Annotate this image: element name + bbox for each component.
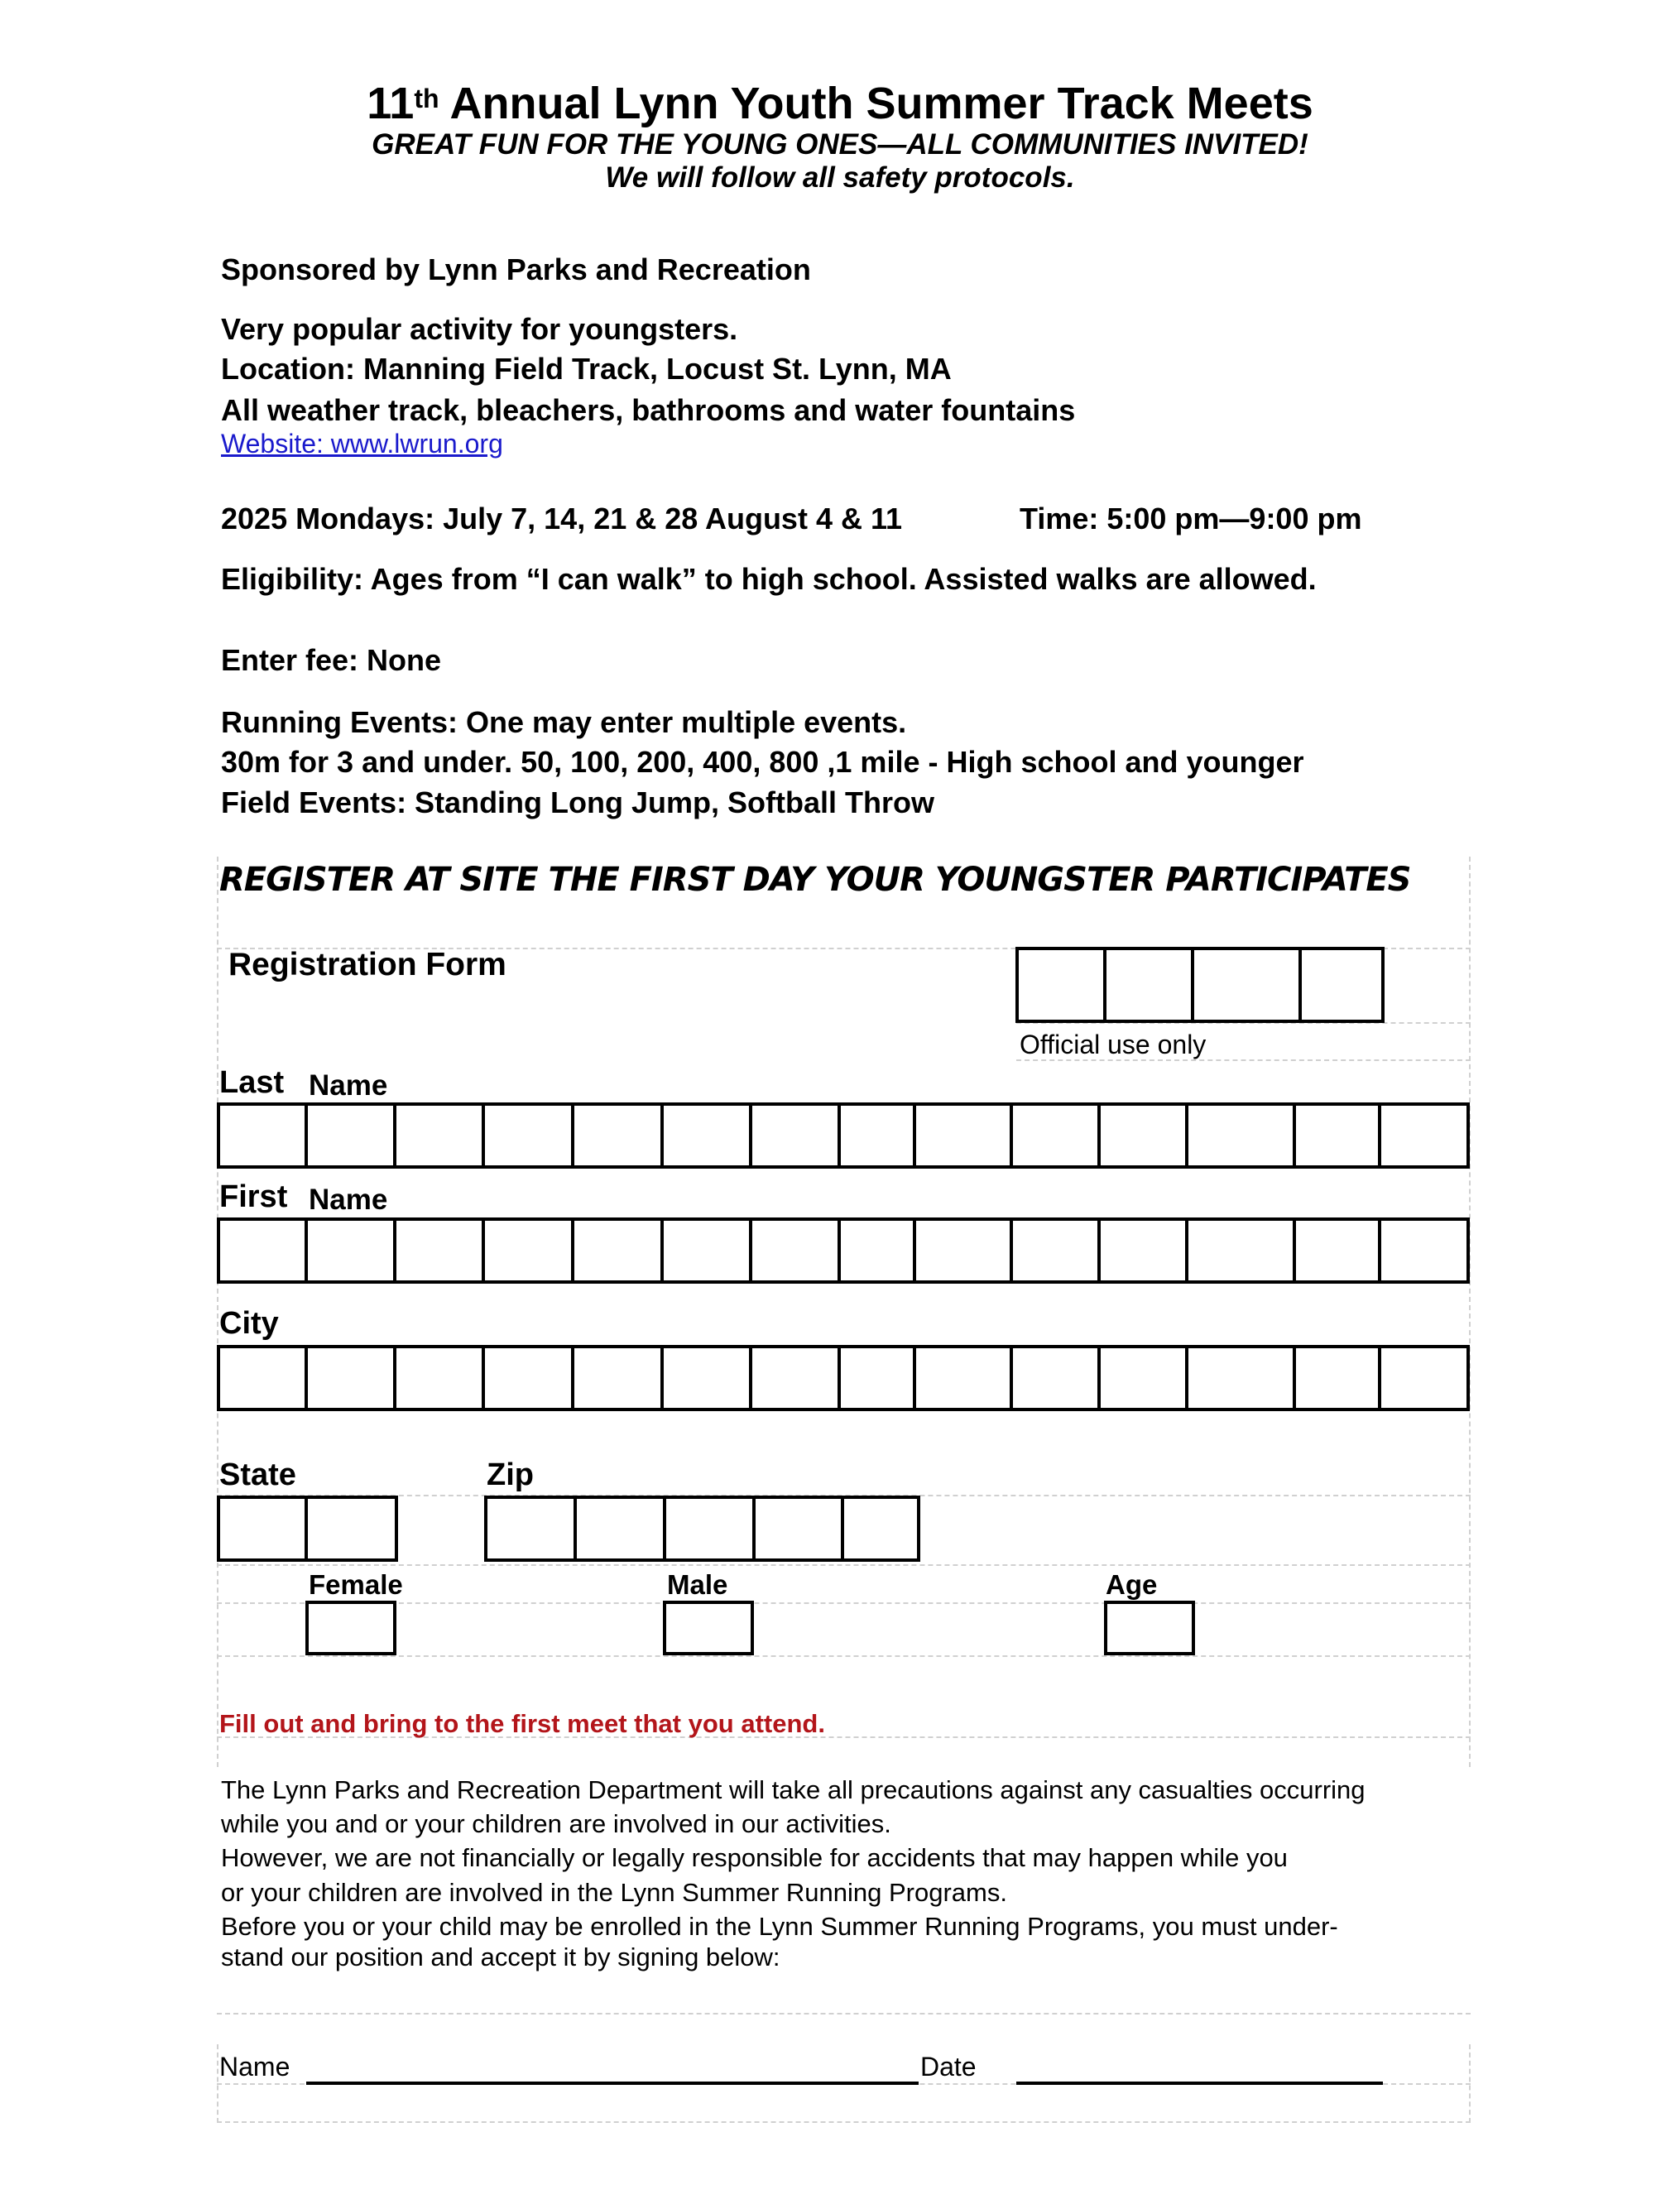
first-name-char-box[interactable] (664, 1221, 753, 1280)
last-name-char-box[interactable] (396, 1106, 485, 1165)
signature-guide (1469, 2044, 1471, 2123)
first-name-char-box[interactable] (1101, 1221, 1188, 1280)
legal-line: Before you or your child may be enrolled in the Lynn Summer Running Programs, you must under- (221, 1912, 1338, 1941)
first-name-char-box[interactable] (1188, 1221, 1296, 1280)
city-char-box[interactable] (1188, 1348, 1296, 1408)
zip-char-box[interactable] (756, 1499, 844, 1558)
subtitle-safety: We will follow all safety protocols. (605, 161, 1075, 194)
last-name-char-box[interactable] (485, 1106, 574, 1165)
field-events-text: Field Events: Standing Long Jump, Softball Throw (221, 785, 934, 819)
official-use-box (1302, 950, 1381, 1020)
zip-field[interactable] (484, 1496, 920, 1562)
last-name-char-box[interactable] (916, 1106, 1014, 1165)
signature-name-line[interactable] (306, 2082, 919, 2085)
first-name-char-box[interactable] (916, 1221, 1014, 1280)
running-events-text: Running Events: One may enter multiple events. (221, 705, 907, 739)
first-name-char-box[interactable] (574, 1221, 664, 1280)
last-name-char-box[interactable] (220, 1106, 308, 1165)
city-char-box[interactable] (1013, 1348, 1101, 1408)
female-checkbox[interactable] (305, 1601, 396, 1655)
city-char-box[interactable] (1101, 1348, 1188, 1408)
zip-label: Zip (487, 1457, 534, 1492)
city-char-box[interactable] (664, 1348, 753, 1408)
last-name-char-box[interactable] (574, 1106, 664, 1165)
city-char-box[interactable] (1381, 1348, 1466, 1408)
city-char-box[interactable] (916, 1348, 1014, 1408)
dates-text: 2025 Mondays: July 7, 14, 21 & 28 August 4 & 11 (221, 502, 903, 535)
state-field[interactable] (217, 1496, 398, 1562)
legal-line: The Lynn Parks and Recreation Department will take all precautions against any casualties occurring (221, 1775, 1366, 1804)
distances-text: 30m for 3 and under. 50, 100, 200, 400, 800 ,1 mile - High school and younger (221, 745, 1304, 779)
last-name-char-box[interactable] (1013, 1106, 1101, 1165)
city-char-box[interactable] (308, 1348, 397, 1408)
form-guide (217, 1564, 1471, 1566)
last-name-char-box[interactable] (1188, 1106, 1296, 1165)
last-name-char-box[interactable] (841, 1106, 916, 1165)
first-name-char-box[interactable] (752, 1221, 841, 1280)
legal-line: stand our position and accept it by signing below: (221, 1942, 780, 1971)
zip-char-box[interactable] (666, 1499, 756, 1558)
first-name-char-box[interactable] (220, 1221, 308, 1280)
eligibility-text: Eligibility: Ages from “I can walk” to high school. Assisted walks are allowed. (221, 562, 1317, 596)
time-text: Time: 5:00 pm—9:00 pm (1020, 502, 1362, 535)
city-char-box[interactable] (485, 1348, 574, 1408)
city-char-box[interactable] (1296, 1348, 1382, 1408)
form-guide (217, 1602, 1471, 1604)
age-field[interactable] (1104, 1601, 1195, 1655)
city-char-box[interactable] (841, 1348, 916, 1408)
zip-char-box[interactable] (487, 1499, 577, 1558)
reminder-text: Fill out and bring to the first meet that you attend. (219, 1709, 825, 1738)
last-name-char-box[interactable] (1296, 1106, 1382, 1165)
official-use-boxes (1015, 947, 1385, 1023)
legal-line: while you and or your children are involved in our activities. (221, 1809, 891, 1838)
popular-text: Very popular activity for youngsters. (221, 312, 738, 346)
first-name-char-box[interactable] (1013, 1221, 1101, 1280)
last-name-char-box[interactable] (664, 1106, 753, 1165)
last-label: Last (219, 1065, 285, 1100)
subtitle-invitation: GREAT FUN FOR THE YOUNG ONES—ALL COMMUNITIES INVITED! (372, 128, 1308, 161)
first-name-char-box[interactable] (1381, 1221, 1466, 1280)
city-field[interactable] (217, 1345, 1470, 1411)
registration-form-title: Registration Form (228, 947, 506, 982)
official-use-box (1019, 950, 1106, 1020)
first-name-char-box[interactable] (308, 1221, 397, 1280)
last-name-field[interactable] (217, 1102, 1470, 1169)
signature-date-line[interactable] (1016, 2082, 1383, 2085)
first-name-char-box[interactable] (1296, 1221, 1382, 1280)
city-char-box[interactable] (220, 1348, 308, 1408)
signature-date-label: Date (920, 2052, 977, 2082)
official-use-box (1106, 950, 1194, 1020)
legal-line: However, we are not financially or legally responsible for accidents that may happen while you (221, 1843, 1288, 1872)
form-guide (217, 1655, 1471, 1657)
signature-guide (217, 2121, 1471, 2123)
first-name-label: Name (309, 1184, 388, 1216)
website-link[interactable]: Website: www.lwrun.org (221, 429, 503, 459)
first-name-char-box[interactable] (485, 1221, 574, 1280)
signature-guide (217, 2013, 1471, 2015)
city-char-box[interactable] (574, 1348, 664, 1408)
first-name-field[interactable] (217, 1217, 1470, 1284)
city-char-box[interactable] (752, 1348, 841, 1408)
amenities-text: All weather track, bleachers, bathrooms and water fountains (221, 393, 1076, 427)
age-label: Age (1106, 1569, 1158, 1600)
register-banner: REGISTER AT SITE THE FIRST DAY YOUR YOUNGSTER PARTICIPATES (219, 861, 1411, 899)
signature-guide (217, 2044, 218, 2123)
state-label: State (219, 1457, 296, 1492)
first-name-char-box[interactable] (396, 1221, 485, 1280)
first-label: First (219, 1179, 288, 1214)
last-name-char-box[interactable] (1101, 1106, 1188, 1165)
sponsor-text: Sponsored by Lynn Parks and Recreation (221, 252, 811, 286)
city-char-box[interactable] (396, 1348, 485, 1408)
last-name-label: Name (309, 1069, 388, 1102)
state-char-box[interactable] (220, 1499, 308, 1558)
first-name-char-box[interactable] (841, 1221, 916, 1280)
official-use-label: Official use only (1020, 1030, 1207, 1059)
last-name-char-box[interactable] (752, 1106, 841, 1165)
last-name-char-box[interactable] (1381, 1106, 1466, 1165)
fee-text: Enter fee: None (221, 643, 442, 677)
official-use-box (1194, 950, 1302, 1020)
female-label: Female (309, 1569, 403, 1600)
form-guide-right (1469, 857, 1471, 1767)
zip-char-box[interactable] (577, 1499, 666, 1558)
legal-line: or your children are involved in the Lynn Summer Running Programs. (221, 1878, 1007, 1907)
city-label: City (219, 1306, 279, 1341)
location-text: Location: Manning Field Track, Locust St. Lynn, MA (221, 352, 952, 386)
form-guide-left (217, 857, 218, 1767)
signature-name-label: Name (219, 2052, 290, 2082)
last-name-char-box[interactable] (308, 1106, 397, 1165)
state-char-box[interactable] (308, 1499, 395, 1558)
zip-char-box[interactable] (844, 1499, 917, 1558)
male-label: Male (667, 1569, 728, 1600)
male-checkbox[interactable] (663, 1601, 754, 1655)
page-title: 11th Annual Lynn Youth Summer Track Meets (367, 79, 1313, 128)
